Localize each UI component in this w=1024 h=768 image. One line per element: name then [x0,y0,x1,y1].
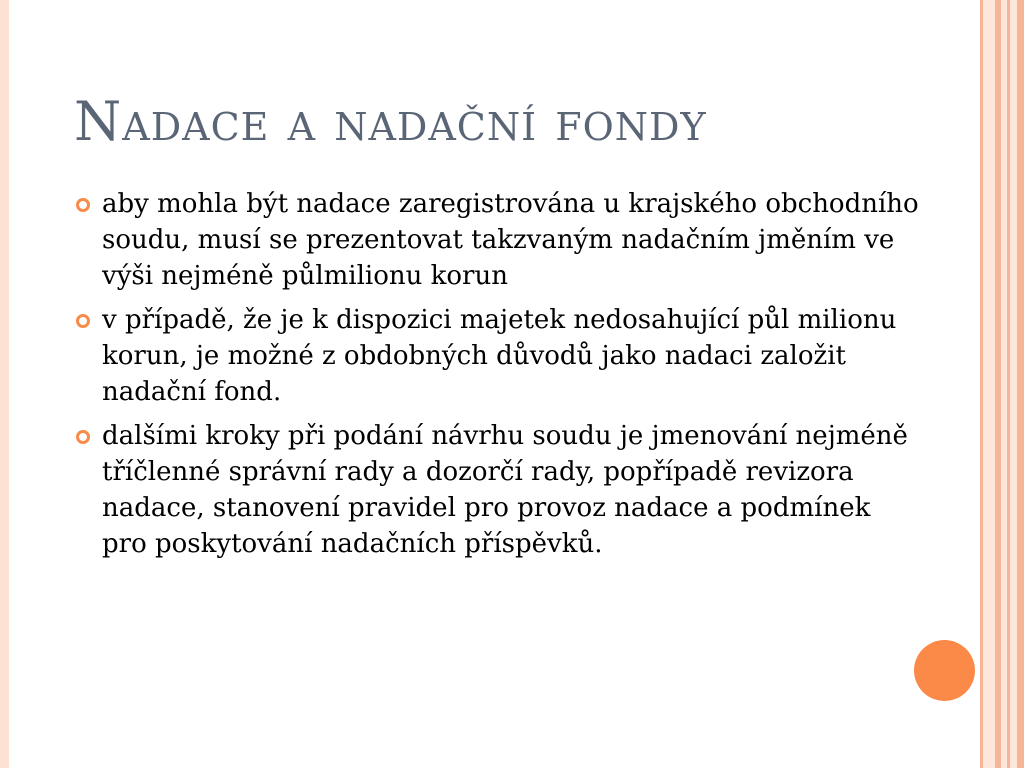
slide-title: Nadace a nadační fondy [74,90,707,153]
orange-circle-decoration [914,640,975,701]
bullet-item [74,418,919,562]
left-decorative-bar [0,0,9,768]
bullet-item [74,186,919,294]
bullet-text: dalšími kroky při podání návrhu soudu je jmenování nejméně tříčlenné správní rady a dozorčí rady, popřípadě revizora nadace, stanovení pravidel pro provoz nadace a podmínek pro poskytování nadačních příspěvků. [102,421,908,559]
bullet-text: aby mohla být nadace zaregistrována u krajského obchodního soudu, musí se prezentovat takzvaným nadačním jměním ve výši nejméně půlmilionu korun [102,189,919,291]
bullet-list [74,186,919,570]
circle-bullet-icon [76,314,90,328]
decorative-stripe [980,0,983,768]
circle-bullet-icon [76,430,90,444]
circle-bullet-icon [76,198,90,212]
decorative-stripe [995,0,1001,768]
bullet-text: v případě, že je k dispozici majetek nedosahující půl milionu korun, je možné z obdobných důvodů jako nadaci založit nadační fond. [102,305,897,407]
bullet-item [74,302,919,410]
decorative-stripe [1007,0,1010,768]
decorative-stripe [1017,0,1024,768]
